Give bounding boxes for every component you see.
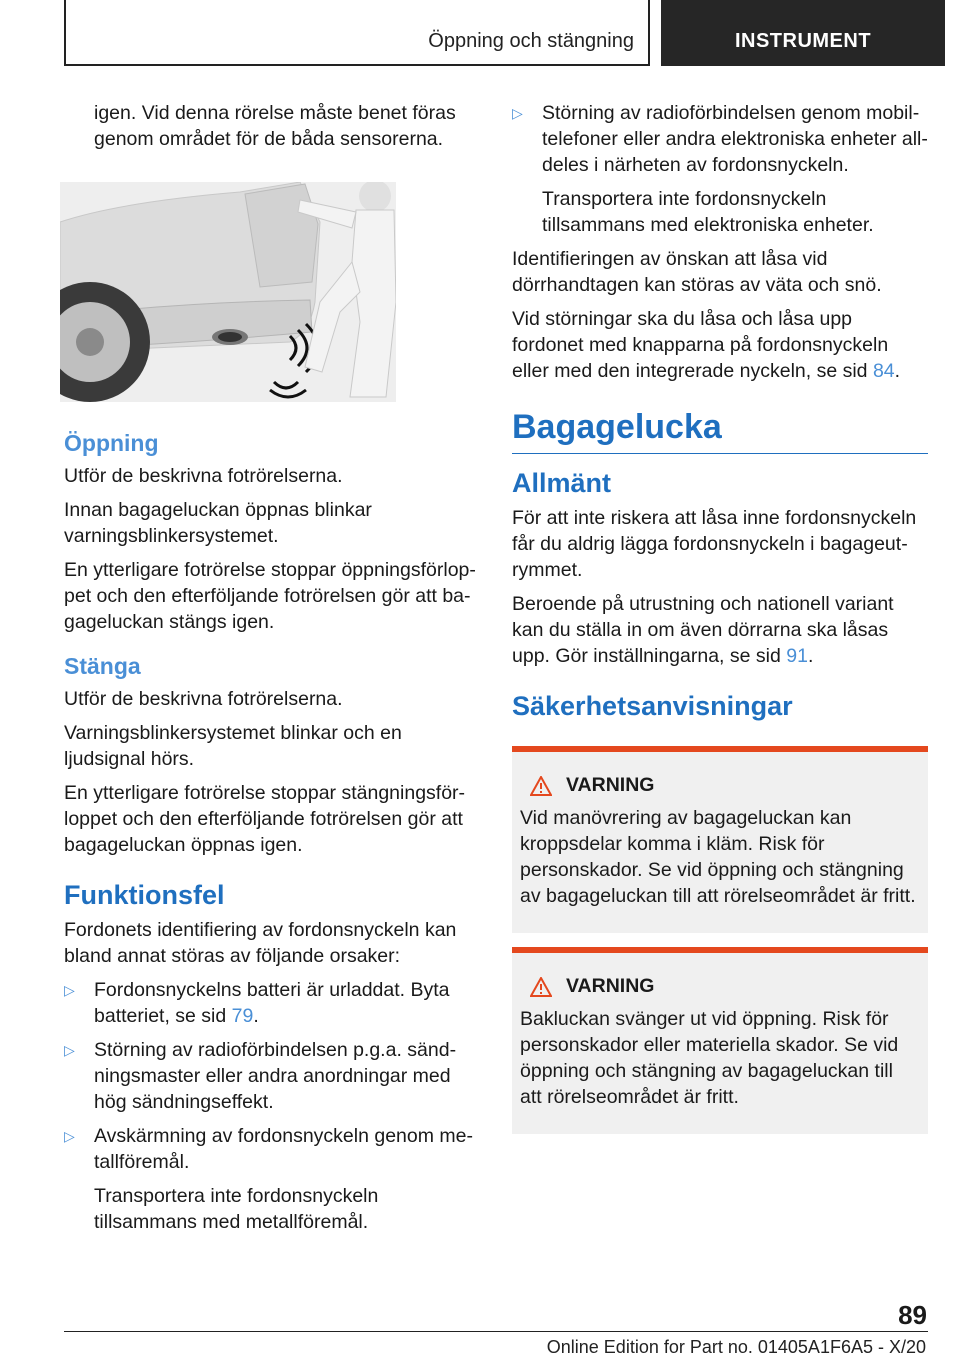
warning-box-2	[512, 947, 928, 1134]
header-chapter-tab	[661, 0, 945, 66]
allmant-p2-end: .	[807, 645, 814, 667]
header-chapter-title: INSTRUMENT	[734, 30, 872, 52]
oppning-p2: Innan bagageluckan öppnas blinkar varningsblinkersystemet.	[64, 499, 372, 547]
oppning-p1: Utför de beskrivna fotrörelserna.	[64, 465, 343, 487]
warning-triangle-icon	[530, 776, 552, 796]
warning-text: Bakluckan svänger ut vid öppning. Risk för personskador eller materiella skador. Se vid öppning och stängning av bagageluckan till att rörelseområdet är fritt.	[520, 1008, 899, 1108]
list-item	[64, 977, 484, 1029]
allmant-p2	[512, 591, 928, 669]
left-column	[64, 100, 484, 1243]
heading-bagagelucka: Bagagelucka	[512, 408, 928, 454]
causes-list-continued	[512, 100, 928, 238]
warning-triangle-icon	[530, 977, 552, 997]
bullet-triangle-icon: ▷	[512, 105, 523, 121]
bullet-continuation: Transportera inte fordonsnyckeln tillsammans med elektroniska enheter.	[542, 188, 874, 236]
bullet-text: Fordonsnyckelns batteri är urladdat. Byta batteriet, se sid	[94, 979, 450, 1027]
warning-title: VARNING	[566, 975, 655, 997]
list-item	[512, 100, 928, 238]
page-link-79[interactable]: 79	[231, 1005, 254, 1027]
header-section-box	[64, 0, 650, 66]
stanga-p2: Varningsblinkersystemet blinkar och en ljudsignal hörs.	[64, 722, 402, 770]
heading-allmant: Allmänt	[512, 468, 612, 498]
heading-funktionsfel: Funktionsfel	[64, 880, 225, 910]
car-foot-sensor-icon	[60, 182, 396, 402]
right-p1: Identifieringen av önskan att låsa vid dörrhandtagen kan störas av väta och snö.	[512, 248, 882, 296]
bullet-text: Störning av radioförbindelsen p.g.a. sändningsmaster eller andra anordningar med hög sändningseffekt.	[94, 1039, 457, 1113]
bullet-triangle-icon: ▷	[64, 1042, 75, 1058]
right-p2	[512, 306, 928, 384]
intro-paragraph: igen. Vid denna rörelse måste benet föras genom området för de båda sensorerna.	[94, 102, 456, 150]
car-tailgate-illustration	[60, 182, 396, 402]
right-p2-text: Vid störningar ska du låsa och låsa upp fordonet med knapparna på fordonsnyckeln eller med den integrerade nyckeln, se sid	[512, 308, 889, 382]
footer-divider	[64, 1331, 928, 1332]
warning-header	[520, 975, 920, 998]
bullet-text-end: .	[253, 1005, 259, 1027]
stanga-p3: En ytterligare fotrörelse stoppar stängningsförloppet och den efterföljande fotrörelsen gör att bagageluckan öppnas igen.	[64, 782, 466, 856]
page-number: 89	[898, 1300, 927, 1330]
right-column	[512, 100, 928, 1134]
footer-edition: Online Edition for Part no. 01405A1F6A5 - X/20	[546, 1337, 926, 1357]
bullet-triangle-icon: ▷	[64, 1128, 75, 1144]
page-link-91[interactable]: 91	[786, 645, 808, 667]
allmant-p2-text: Beroende på utrustning och nationell variant kan du ställa in om även dörrarna ska låsas upp. Gör inställningarna, se sid	[512, 593, 894, 667]
right-p2-end: .	[894, 360, 901, 382]
header-section-title: Öppning och stängning	[428, 30, 634, 52]
bullet-continuation: Transportera inte fordonsnyckeln tillsammans med metallföremål.	[94, 1185, 379, 1233]
allmant-p1: För att inte riskera att låsa inne fordonsnyckeln får du aldrig lägga fordonsnyckeln i bagageutrymmet.	[512, 507, 917, 581]
heading-stanga: Stänga	[64, 653, 141, 679]
bullet-text: Störning av radioförbindelsen genom mobiltelefoner eller andra elektroniska enheter alldeles i närheten av fordonsnyckeln.	[542, 102, 928, 176]
page-link-84[interactable]: 84	[872, 360, 895, 382]
warning-box-1	[512, 746, 928, 933]
list-item	[64, 1123, 484, 1235]
causes-list	[64, 977, 484, 1235]
bullet-triangle-icon: ▷	[64, 982, 75, 998]
list-item	[64, 1037, 484, 1115]
oppning-p3: En ytterligare fotrörelse stoppar öppningsförloppet och den efterföljande fotrörelsen gör att bagageluckan stängs igen.	[64, 559, 476, 633]
warning-title: VARNING	[566, 774, 655, 796]
heading-oppning: Öppning	[64, 430, 159, 456]
warning-header	[520, 774, 920, 797]
bullet-text: Avskärmning av fordonsnyckeln genom metallföremål.	[94, 1125, 473, 1173]
funktionsfel-intro: Fordonets identifiering av fordonsnyckeln kan bland annat störas av följande orsaker:	[64, 919, 457, 967]
heading-sakerhetsanvisningar: Säkerhetsanvisningar	[512, 691, 793, 721]
stanga-p1: Utför de beskrivna fotrörelserna.	[64, 688, 343, 710]
warning-text: Vid manövrering av bagageluckan kan kroppsdelar komma i kläm. Risk för personskador. Se vid öppning och stängning av bagageluckan till att rörelseområdet är fritt.	[520, 807, 916, 907]
